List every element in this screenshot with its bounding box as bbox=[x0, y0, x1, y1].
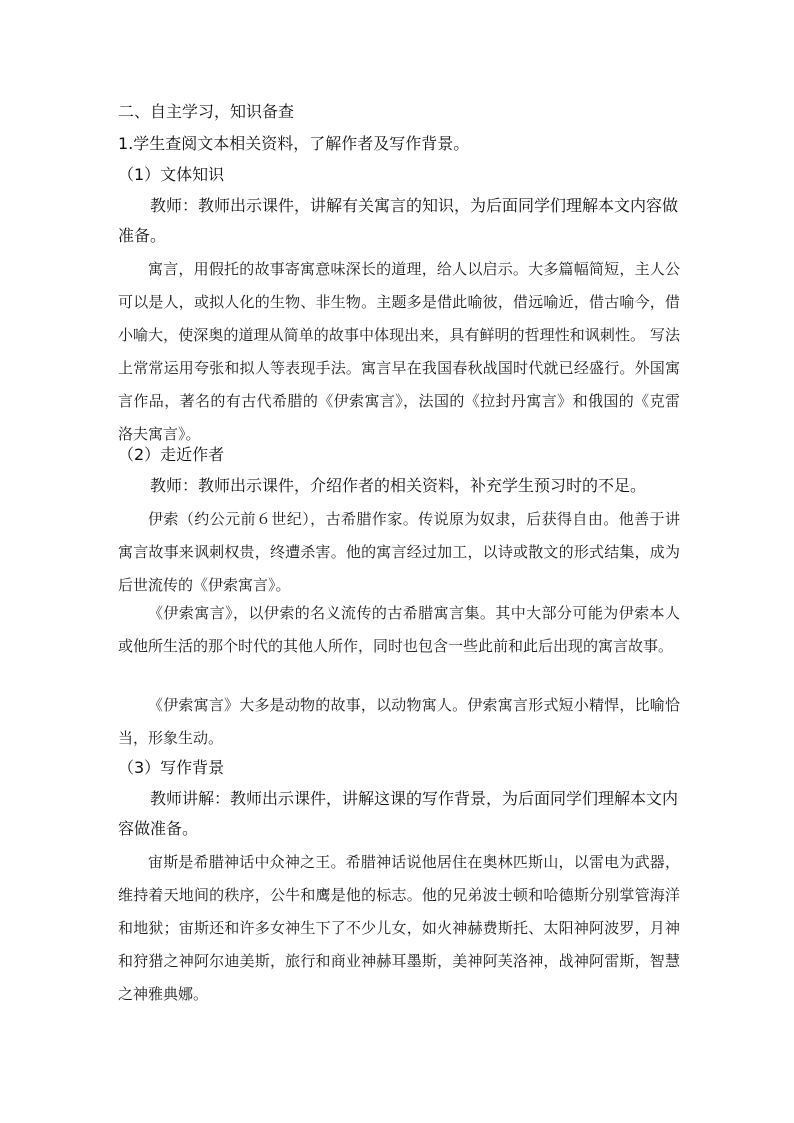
item-1: 1.学生查阅文本相关资料，了解作者及写作背景。 bbox=[118, 134, 470, 153]
sub-heading-author: （2）走近作者 bbox=[118, 445, 225, 464]
zeus-background-paragraph: 宙斯是希腊神话中众神之王。希腊神话说他居住在奥林匹斯山，以雷电为武器，维持着天地间的秩序，公牛和鹰是他的标志。他的兄弟波士顿和哈德斯分别掌管海洋和地狱；宙斯还和许多女神生下了不少儿女，如火神赫费斯托、太阳神阿波罗，月神和狩猎之神阿尔迪美斯，旅行和商业神赫耳墨斯，美神阿芙洛神，战神阿雷斯，智慧之神雅典娜。 bbox=[118, 853, 680, 1003]
teacher-note-genre: 教师：教师出示课件，讲解有关寓言的知识，为后面同学们理解本文内容做准备。 bbox=[118, 196, 679, 245]
aesop-bio-paragraph: 伊索（约公元前６世纪），古希腊作家。传说原为奴隶，后获得自由。他善于讲寓言故事来讽刺权贵，终遭杀害。他的寓言经过加工，以诗或散文的形式结集，成为后世流传的《伊索寓言》。 bbox=[118, 510, 680, 594]
sub-heading-genre: （1）文体知识 bbox=[118, 165, 225, 184]
aesop-style-paragraph: 《伊索寓言》大多是动物的故事，以动物寓人。伊索寓言形式短小精悍，比喻恰当，形象生动。 bbox=[118, 696, 680, 747]
sub-heading-background: （3）写作背景 bbox=[118, 758, 225, 777]
teacher-note-background: 教师讲解：教师出示课件，讲解这课的写作背景，为后面同学们理解本文内容做准备。 bbox=[118, 789, 679, 838]
section-heading: 二、自主学习，知识备查 bbox=[118, 102, 295, 121]
aesop-fables-paragraph: 《伊索寓言》，以伊索的名义流传的古希腊寓言集。其中大部分可能为伊索本人或他所生活的那个时代的其他人所作，同时也包含一些此前和此后出现的寓言故事。 bbox=[118, 604, 680, 655]
teacher-note-author: 教师：教师出示课件，介绍作者的相关资料，补充学生预习时的不足。 bbox=[150, 476, 647, 495]
fable-definition-paragraph: 寓言，用假托的故事寄寓意味深长的道理，给人以启示。大多篇幅简短，主人公可以是人，或拟人化的生物、非生物。主题多是借此喻彼，借远喻近，借古喻今，借小喻大，使深奥的道理从简单的故事中体现出来，具有鲜明的哲理性和讽刺性。 写法上常常运用夸张和拟人等表现手法。寓言早在我国春秋战国时代就已经盛行。外国寓言作品，著名的有古代希腊的《伊索寓言》，法国的《拉封丹寓言》和俄国的《克雷洛夫寓言》。 bbox=[118, 260, 680, 443]
